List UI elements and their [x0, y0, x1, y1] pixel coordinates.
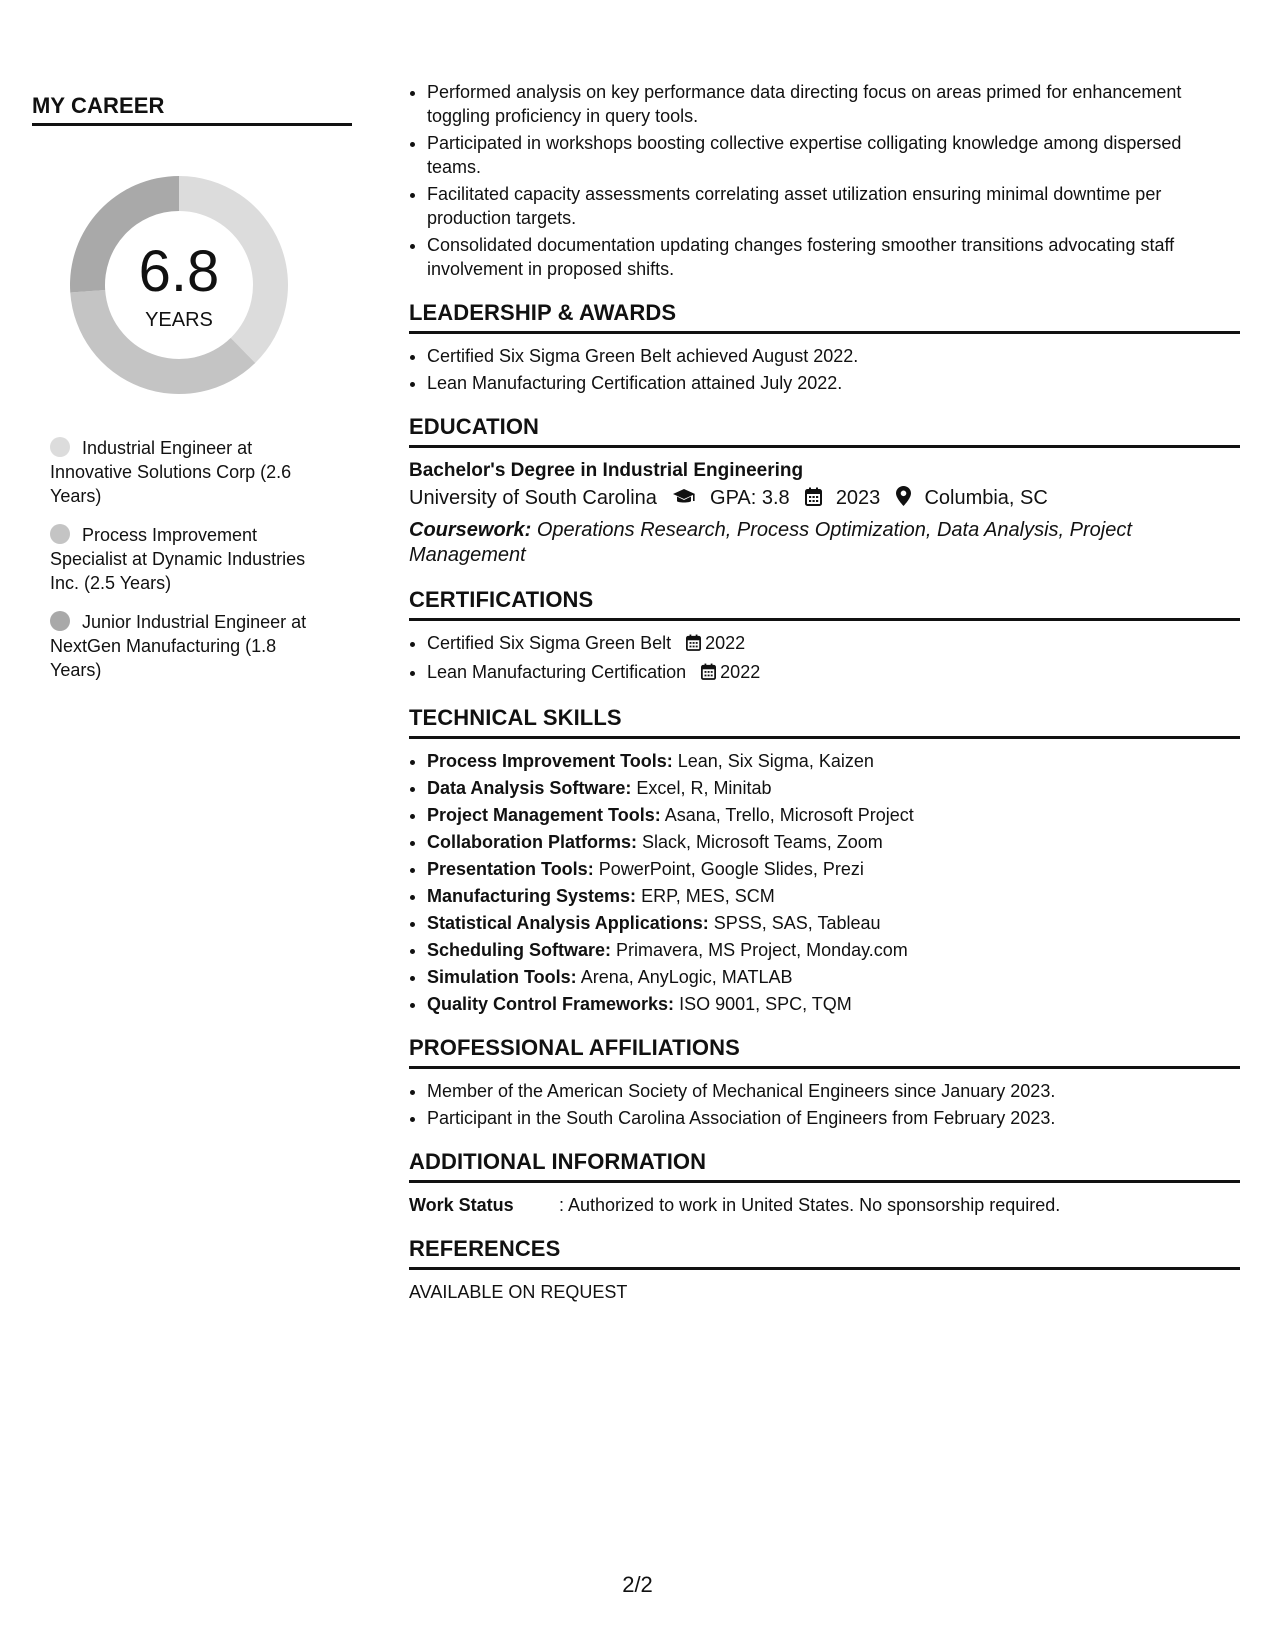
skill-value: Lean, Six Sigma, Kaizen: [677, 751, 874, 771]
certification-year: 2022: [720, 662, 761, 682]
skill-label: Project Management Tools:: [427, 805, 661, 825]
affiliation-item: • Participant in the South Carolina Association of Engineers from February 2023.: [427, 1106, 1240, 1130]
experience-bullet: • Consolidated documentation updating changes fostering smoother transitions advocating staff involvement in proposed shifts.: [427, 233, 1240, 281]
experience-bullet: • Facilitated capacity assessments correlating asset utilization ensuring minimal downtime per production targets.: [427, 182, 1240, 230]
skill-item: [427, 857, 1240, 881]
certification-year: 2022: [705, 633, 746, 653]
calendar-icon: [805, 486, 822, 514]
main-column: [409, 80, 1240, 1304]
calendar-icon: [701, 662, 716, 686]
legend-item: [50, 523, 325, 595]
work-status-label: Work Status: [409, 1195, 514, 1215]
map-pin-icon: [896, 486, 911, 514]
skill-label: Simulation Tools:: [427, 967, 577, 987]
work-status-value: : Authorized to work in United States. No sponsorship required.: [559, 1195, 1061, 1215]
skill-item: [427, 884, 1240, 908]
skill-value: ISO 9001, SPC, TQM: [679, 994, 852, 1014]
legend-label: Junior Industrial Engineer at NextGen Manufacturing (1.8 Years): [50, 612, 307, 680]
donut-slice: [70, 290, 255, 394]
additional-info-title: ADDITIONAL INFORMATION: [409, 1148, 1240, 1183]
skill-value: ERP, MES, SCM: [641, 886, 775, 906]
education-section: [409, 448, 1240, 568]
coursework-label: Coursework:: [409, 519, 532, 541]
career-donut-chart: [64, 170, 294, 400]
coursework: [409, 518, 1240, 568]
leadership-item: • Lean Manufacturing Certification attained July 2022.: [427, 371, 1240, 395]
skill-label: Process Improvement Tools:: [427, 751, 673, 771]
leadership-item: • Certified Six Sigma Green Belt achieved August 2022.: [427, 344, 1240, 368]
certification-item: [427, 631, 1240, 657]
skill-value: SPSS, SAS, Tableau: [713, 913, 881, 933]
school-name: University of South Carolina: [409, 487, 657, 509]
certification-date: [701, 662, 760, 682]
skills-section: [409, 739, 1240, 1016]
certifications-list: [409, 631, 1240, 686]
school-location: Columbia, SC: [924, 487, 1048, 509]
skill-label: Statistical Analysis Applications:: [427, 913, 709, 933]
total-years-value: 6.8: [138, 239, 220, 304]
certification-name: Lean Manufacturing Certification: [427, 662, 687, 682]
skill-label: Manufacturing Systems:: [427, 886, 637, 906]
skill-item: [427, 911, 1240, 935]
education-details: [409, 484, 1240, 514]
affiliations-title: PROFESSIONAL AFFILIATIONS: [409, 1034, 1240, 1069]
graduation-cap-icon: [672, 486, 696, 514]
skill-item: [427, 830, 1240, 854]
skill-item: [427, 803, 1240, 827]
experience-bullet-list: [409, 80, 1240, 281]
skill-label: Quality Control Frameworks:: [427, 994, 675, 1014]
skill-item: [427, 776, 1240, 800]
skill-value: PowerPoint, Google Slides, Prezi: [598, 859, 864, 879]
skill-label: Data Analysis Software:: [427, 778, 632, 798]
legend-dot: [50, 437, 70, 457]
skill-item: [427, 938, 1240, 962]
leadership-list: [409, 344, 1240, 395]
career-title: MY CAREER: [32, 92, 352, 126]
experience-bullet: • Participated in workshops boosting collective expertise colligating knowledge among dispersed teams.: [427, 131, 1240, 179]
skill-item: [427, 992, 1240, 1016]
legend-label: Industrial Engineer at Innovative Solutions Corp (2.6 Years): [50, 438, 292, 506]
graduation-year: 2023: [835, 487, 881, 509]
skills-list: [409, 749, 1240, 1016]
career-sidebar: [32, 92, 352, 697]
references-text: AVAILABLE ON REQUEST: [409, 1282, 628, 1302]
certification-date: [686, 633, 745, 653]
references-section: [409, 1270, 1240, 1304]
degree-name: Bachelor's Degree in Industrial Engineering: [409, 460, 804, 481]
skill-label: Scheduling Software:: [427, 940, 612, 960]
total-years-unit: YEARS: [145, 309, 213, 331]
skill-value: Arena, AnyLogic, MATLAB: [580, 967, 793, 987]
legend-item: [50, 436, 325, 508]
additional-info-section: [409, 1183, 1240, 1217]
skill-item: [427, 749, 1240, 773]
legend-dot: [50, 524, 70, 544]
legend-label: Process Improvement Specialist at Dynamic Industries Inc. (2.5 Years): [50, 525, 306, 593]
calendar-icon: [686, 633, 701, 657]
affiliations-section: [409, 1069, 1240, 1130]
references-title: REFERENCES: [409, 1235, 1240, 1270]
skill-label: Collaboration Platforms:: [427, 832, 638, 852]
certification-name: Certified Six Sigma Green Belt: [427, 633, 672, 653]
education-title: EDUCATION: [409, 413, 1240, 448]
work-status-row: [409, 1193, 1240, 1217]
skill-value: Excel, R, Minitab: [636, 778, 772, 798]
leadership-title: LEADERSHIP & AWARDS: [409, 299, 1240, 334]
career-legend: [50, 436, 325, 682]
skill-item: [427, 965, 1240, 989]
leadership-section: [409, 334, 1240, 395]
skill-value: Slack, Microsoft Teams, Zoom: [642, 832, 883, 852]
certification-item: [427, 660, 1240, 686]
skill-label: Presentation Tools:: [427, 859, 594, 879]
affiliations-list: [409, 1079, 1240, 1130]
skills-title: TECHNICAL SKILLS: [409, 704, 1240, 739]
experience-bullet: • Performed analysis on key performance data directing focus on areas primed for enhancement toggling proficiency in query tools.: [427, 80, 1240, 128]
gpa-value: GPA: 3.8: [710, 487, 790, 509]
legend-item: [50, 610, 325, 682]
skill-value: Asana, Trello, Microsoft Project: [664, 805, 914, 825]
certifications-section: [409, 621, 1240, 686]
skill-value: Primavera, MS Project, Monday.com: [616, 940, 908, 960]
coursework-list: Operations Research, Process Optimization, Data Analysis, Project Management: [409, 519, 1132, 566]
legend-dot: [50, 611, 70, 631]
certifications-title: CERTIFICATIONS: [409, 586, 1240, 621]
page-number: 2/2: [622, 1572, 653, 1597]
affiliation-item: • Member of the American Society of Mechanical Engineers since January 2023.: [427, 1079, 1240, 1103]
